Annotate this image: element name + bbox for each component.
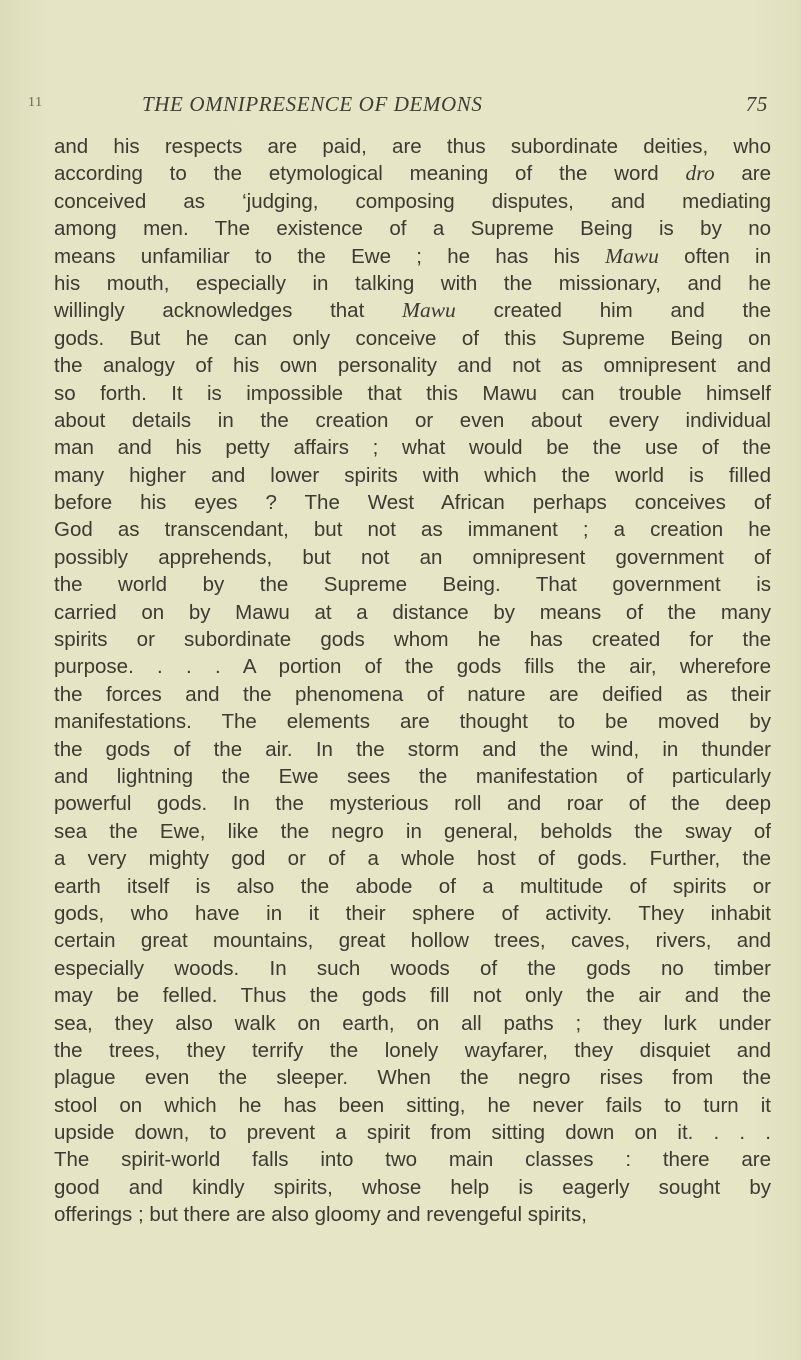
line-text: the gods of the air. In the storm and the wind, in thunder <box>54 737 771 761</box>
line-text: so forth. It is impossible that this Mawu can trouble himself <box>54 381 771 405</box>
page-number: 75 <box>745 92 768 116</box>
line-text: good and kindly spirits, whose help is eagerly sought by <box>54 1175 771 1199</box>
line-text: spirits or subordinate gods whom he has created for the <box>54 628 771 652</box>
line-text: man and his petty affairs ; what would be the use of the <box>54 436 771 460</box>
line-text: created him and the <box>455 299 771 323</box>
line-text: and lightning the Ewe sees the manifestation of particularly <box>54 764 771 788</box>
text-line <box>54 599 771 626</box>
text-line <box>54 1119 771 1146</box>
line-text: sea, they also walk on earth, on all paths ; they lurk under <box>54 1011 771 1035</box>
line-text: the trees, they terrify the lonely wayfarer, they disquiet and <box>54 1038 771 1062</box>
line-text: the forces and the phenomena of nature are deified as their <box>54 682 771 706</box>
text-line <box>54 1010 771 1037</box>
text-line <box>54 489 771 516</box>
text-line <box>54 1201 771 1228</box>
text-line <box>54 188 771 215</box>
text-line <box>54 160 771 187</box>
line-text: many higher and lower spirits with which the world is filled <box>54 463 771 487</box>
line-text: sea the Ewe, like the negro in general, beholds the sway of <box>54 819 771 843</box>
text-line <box>54 215 771 242</box>
italic-word: Mawu <box>402 298 456 323</box>
line-text: God as transcendant, but not as immanent ; a creation he <box>54 518 771 542</box>
text-line <box>54 653 771 680</box>
text-line <box>54 845 771 872</box>
line-text: the world by the Supreme Being. That government is <box>54 573 771 597</box>
line-text: his mouth, especially in talking with the missionary, and he <box>54 271 771 295</box>
text-line <box>54 1146 771 1173</box>
line-text: certain great mountains, great hollow trees, caves, rivers, and <box>54 929 771 953</box>
text-line <box>54 1037 771 1064</box>
text-line <box>54 297 771 324</box>
italic-word: dro <box>685 161 715 186</box>
text-line <box>54 325 771 352</box>
text-line <box>54 571 771 598</box>
line-text: offerings ; but there are also gloomy and revengeful spirits, <box>54 1203 587 1227</box>
text-line <box>54 407 771 434</box>
line-text: means unfamiliar to the Ewe ; he has his <box>54 244 606 268</box>
text-line <box>54 982 771 1009</box>
line-text: the analogy of his own personality and not as omnipresent and <box>54 354 771 378</box>
line-text: stool on which he has been sitting, he never fails to turn it <box>54 1093 771 1117</box>
chapter-number: 11 <box>28 95 43 110</box>
text-line <box>54 243 771 270</box>
line-text: a very mighty god or of a whole host of gods. Further, the <box>54 847 771 871</box>
text-line <box>54 434 771 461</box>
page-header <box>28 92 768 116</box>
line-text: about details in the creation or even about every individual <box>54 408 771 432</box>
line-text: conceived as ‘judging, composing disputes, and mediating <box>54 189 771 213</box>
running-title: THE OMNIPRESENCE OF DEMONS <box>142 92 483 116</box>
line-text: often in <box>658 244 771 268</box>
text-line <box>54 927 771 954</box>
line-text: among men. The existence of a Supreme Being is by no <box>54 217 771 241</box>
text-line <box>54 681 771 708</box>
italic-word: Mawu <box>605 243 659 268</box>
line-text: possibly apprehends, but not an omnipresent government of <box>54 545 771 569</box>
line-text: and his respects are paid, are thus subordinate deities, who <box>54 135 771 158</box>
line-text: powerful gods. In the mysterious roll and roar of the deep <box>54 792 771 816</box>
text-line <box>54 708 771 735</box>
text-line <box>54 736 771 763</box>
text-line <box>54 1064 771 1091</box>
line-text: gods. But he can only conceive of this Supreme Being on <box>54 326 771 350</box>
text-line <box>54 380 771 407</box>
text-line <box>54 818 771 845</box>
text-line <box>54 133 771 160</box>
line-text: especially woods. In such woods of the gods no timber <box>54 956 771 980</box>
text-line <box>54 1092 771 1119</box>
line-text: manifestations. The elements are thought to be moved by <box>54 710 771 734</box>
text-line <box>54 626 771 653</box>
body-text <box>54 133 771 1229</box>
text-line <box>54 955 771 982</box>
line-text: are <box>714 162 772 186</box>
text-line <box>54 544 771 571</box>
line-text: plague even the sleeper. When the negro rises from the <box>54 1066 771 1090</box>
line-text: upside down, to prevent a spirit from sitting down on it. . . . <box>54 1121 771 1145</box>
line-text: The spirit-world falls into two main classes : there are <box>54 1148 771 1172</box>
line-text: gods, who have in it their sphere of activity. They inhabit <box>54 901 771 925</box>
line-text: purpose. . . . A portion of the gods fills the air, wherefore <box>54 655 771 679</box>
line-text: carried on by Mawu at a distance by means of the many <box>54 600 771 624</box>
line-text: before his eyes ? The West African perhaps conceives of <box>54 491 771 515</box>
text-line <box>54 900 771 927</box>
text-line <box>54 873 771 900</box>
line-text: earth itself is also the abode of a multitude of spirits or <box>54 874 771 898</box>
text-line <box>54 462 771 489</box>
line-text: may be felled. Thus the gods fill not only the air and the <box>54 984 771 1008</box>
text-line <box>54 270 771 297</box>
text-line <box>54 763 771 790</box>
text-line <box>54 352 771 379</box>
text-line <box>54 516 771 543</box>
line-text: according to the etymological meaning of the word <box>54 162 686 186</box>
text-line <box>54 790 771 817</box>
text-line <box>54 1174 771 1201</box>
line-text: willingly acknowledges that <box>54 299 403 323</box>
